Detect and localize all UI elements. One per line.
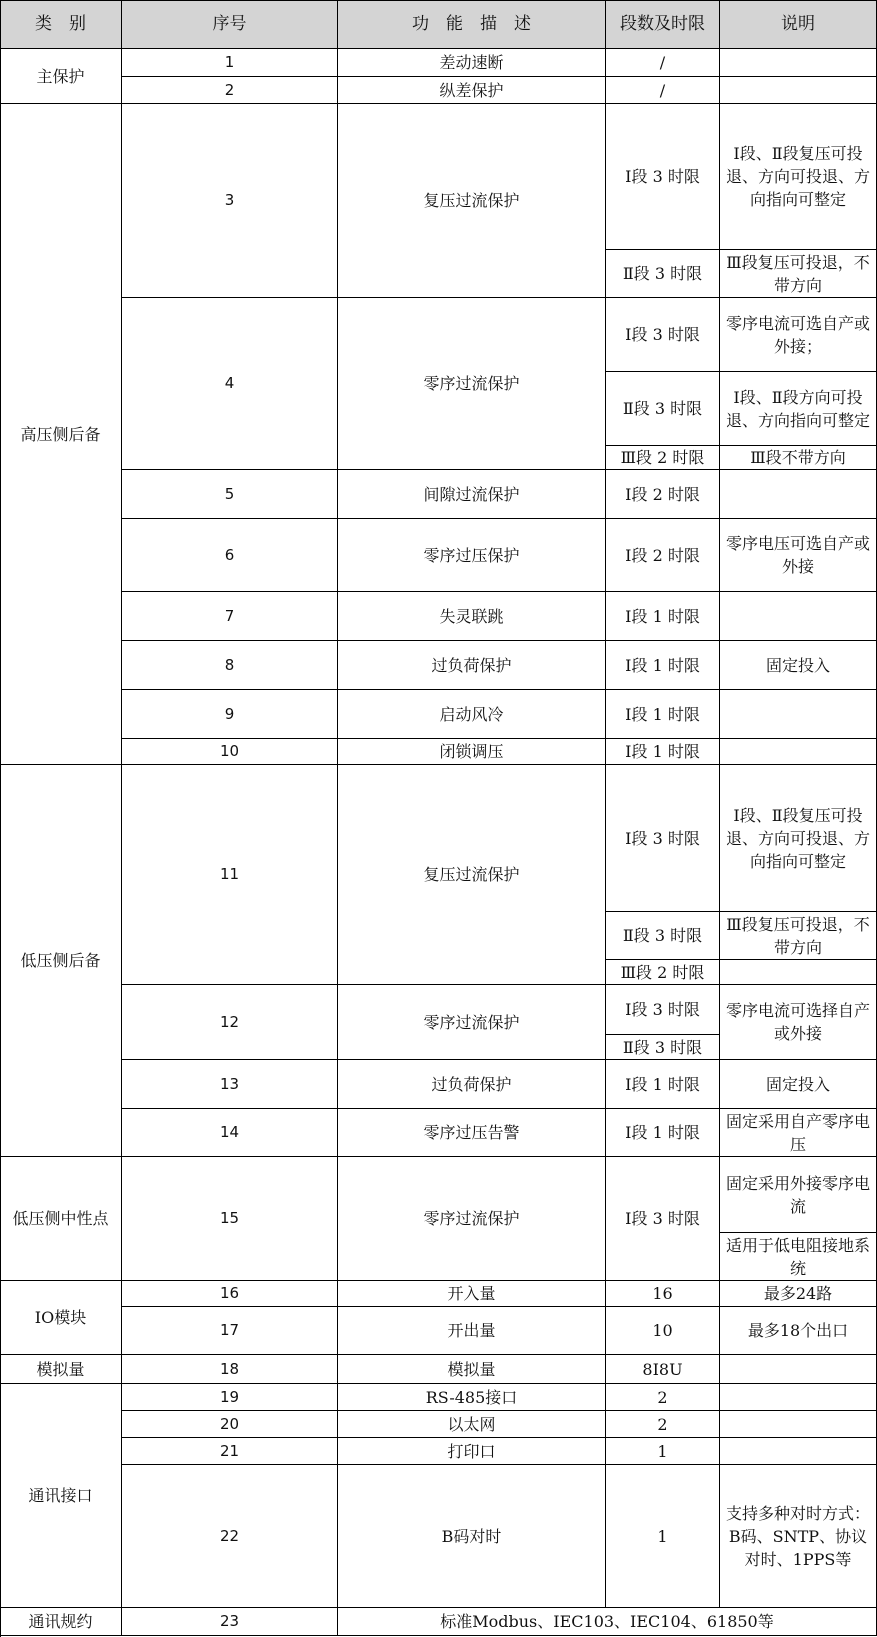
remark-cell (720, 77, 877, 104)
seq-cell: 14 (122, 1109, 338, 1157)
stage-cell: Ⅰ段 1 时限 (606, 1060, 720, 1109)
function-cell: 间隙过流保护 (338, 470, 606, 519)
function-cell: 复压过流保护 (338, 104, 606, 298)
stage-cell: / (606, 77, 720, 104)
stage-cell: Ⅰ段 1 时限 (606, 1109, 720, 1157)
stage-cell: Ⅱ段 3 时限 (606, 1035, 720, 1060)
function-cell: 零序过流保护 (338, 985, 606, 1060)
seq-cell: 9 (122, 690, 338, 739)
seq-cell: 15 (122, 1157, 338, 1281)
remark-cell (720, 592, 877, 641)
stage-cell: Ⅰ段 3 时限 (606, 1157, 720, 1281)
category-lv-neutral: 低压侧中性点 (0, 1157, 122, 1281)
remark-cell (720, 470, 877, 519)
header-stages: 段数及时限 (606, 0, 720, 49)
function-cell: 过负荷保护 (338, 1060, 606, 1109)
stage-cell: 10 (606, 1307, 720, 1355)
stage-cell: 1 (606, 1465, 720, 1608)
remark-cell (720, 690, 877, 739)
function-cell: RS-485接口 (338, 1384, 606, 1411)
function-cell: 零序过流保护 (338, 1157, 606, 1281)
remark-cell: 适用于低电阻接地系统 (720, 1233, 877, 1281)
function-cell: 闭锁调压 (338, 739, 606, 765)
remark-cell (720, 960, 877, 985)
category-comm-interface: 通讯接口 (0, 1384, 122, 1608)
function-cell: 零序过流保护 (338, 298, 606, 470)
category-lv-backup: 低压侧后备 (0, 765, 122, 1157)
seq-cell: 18 (122, 1355, 338, 1384)
stage-cell: 2 (606, 1411, 720, 1438)
function-cell: 零序过压保护 (338, 519, 606, 592)
stage-cell: Ⅰ段 3 时限 (606, 985, 720, 1035)
remark-cell: 固定采用自产零序电压 (720, 1109, 877, 1157)
function-cell: 失灵联跳 (338, 592, 606, 641)
stage-cell: 2 (606, 1384, 720, 1411)
seq-cell: 8 (122, 641, 338, 690)
function-cell: 开入量 (338, 1281, 606, 1307)
seq-cell: 4 (122, 298, 338, 470)
stage-cell: / (606, 49, 720, 77)
stage-cell: Ⅰ段 2 时限 (606, 519, 720, 592)
function-cell: 打印口 (338, 1438, 606, 1465)
stage-cell: Ⅱ段 3 时限 (606, 372, 720, 446)
seq-cell: 19 (122, 1384, 338, 1411)
remark-cell: 零序电压可选自产或外接 (720, 519, 877, 592)
remark-cell (720, 1384, 877, 1411)
seq-cell: 23 (122, 1608, 338, 1636)
category-comm-protocol: 通讯规约 (0, 1608, 122, 1636)
stage-cell: Ⅲ段 2 时限 (606, 446, 720, 470)
remark-cell (720, 1438, 877, 1465)
stage-cell: Ⅰ段 3 时限 (606, 765, 720, 912)
category-main-protection: 主保护 (0, 49, 122, 104)
remark-cell: 零序电流可选择自产或外接 (720, 985, 877, 1060)
remark-cell: Ⅲ段复压可投退，不带方向 (720, 250, 877, 298)
function-cell: 启动风冷 (338, 690, 606, 739)
remark-cell: Ⅰ段、Ⅱ段方向可投退、方向指向可整定 (720, 372, 877, 446)
stage-cell: Ⅲ段 2 时限 (606, 960, 720, 985)
seq-cell: 22 (122, 1465, 338, 1608)
seq-cell: 7 (122, 592, 338, 641)
stage-cell: 1 (606, 1438, 720, 1465)
seq-cell: 6 (122, 519, 338, 592)
header-seq: 序号 (122, 0, 338, 49)
function-cell: 差动速断 (338, 49, 606, 77)
stage-cell: Ⅰ段 3 时限 (606, 104, 720, 250)
header-category: 类 别 (0, 0, 122, 49)
remark-cell: 固定采用外接零序电流 (720, 1157, 877, 1233)
stage-cell: 16 (606, 1281, 720, 1307)
function-cell: 标准Modbus、IEC103、IEC104、61850等 (338, 1608, 877, 1636)
remark-cell: 最多24路 (720, 1281, 877, 1307)
function-cell: 纵差保护 (338, 77, 606, 104)
remark-cell: 零序电流可选自产或外接； (720, 298, 877, 372)
function-cell: 模拟量 (338, 1355, 606, 1384)
remark-cell: 支持多种对时方式：B码、SNTP、协议对时、1PPS等 (720, 1465, 877, 1608)
header-function: 功 能 描 述 (338, 0, 606, 49)
category-io-module: IO模块 (0, 1281, 122, 1355)
remark-cell: Ⅰ段、Ⅱ段复压可投退、方向可投退、方向指向可整定 (720, 104, 877, 250)
remark-cell: Ⅲ段复压可投退，不带方向 (720, 912, 877, 960)
remark-cell: 固定投入 (720, 1060, 877, 1109)
remark-cell: Ⅲ段不带方向 (720, 446, 877, 470)
remark-cell (720, 49, 877, 77)
function-cell: 过负荷保护 (338, 641, 606, 690)
seq-cell: 5 (122, 470, 338, 519)
function-cell: 以太网 (338, 1411, 606, 1438)
stage-cell: Ⅰ段 2 时限 (606, 470, 720, 519)
function-cell: 复压过流保护 (338, 765, 606, 985)
stage-cell: Ⅰ段 1 时限 (606, 690, 720, 739)
seq-cell: 11 (122, 765, 338, 985)
stage-cell: Ⅱ段 3 时限 (606, 250, 720, 298)
seq-cell: 16 (122, 1281, 338, 1307)
stage-cell: 8I8U (606, 1355, 720, 1384)
stage-cell: Ⅰ段 1 时限 (606, 592, 720, 641)
stage-cell: Ⅰ段 1 时限 (606, 641, 720, 690)
remark-cell (720, 1411, 877, 1438)
stage-cell: Ⅰ段 1 时限 (606, 739, 720, 765)
seq-cell: 17 (122, 1307, 338, 1355)
seq-cell: 1 (122, 49, 338, 77)
seq-cell: 13 (122, 1060, 338, 1109)
seq-cell: 10 (122, 739, 338, 765)
function-cell: 开出量 (338, 1307, 606, 1355)
remark-cell (720, 1355, 877, 1384)
remark-cell: Ⅰ段、Ⅱ段复压可投退、方向可投退、方向指向可整定 (720, 765, 877, 912)
category-analog: 模拟量 (0, 1355, 122, 1384)
seq-cell: 21 (122, 1438, 338, 1465)
stage-cell: Ⅱ段 3 时限 (606, 912, 720, 960)
seq-cell: 2 (122, 77, 338, 104)
header-remarks: 说明 (720, 0, 877, 49)
function-cell: B码对时 (338, 1465, 606, 1608)
seq-cell: 3 (122, 104, 338, 298)
remark-cell: 最多18个出口 (720, 1307, 877, 1355)
remark-cell (720, 739, 877, 765)
function-cell: 零序过压告警 (338, 1109, 606, 1157)
remark-cell: 固定投入 (720, 641, 877, 690)
seq-cell: 20 (122, 1411, 338, 1438)
seq-cell: 12 (122, 985, 338, 1060)
stage-cell: Ⅰ段 3 时限 (606, 298, 720, 372)
category-hv-backup: 高压侧后备 (0, 104, 122, 765)
